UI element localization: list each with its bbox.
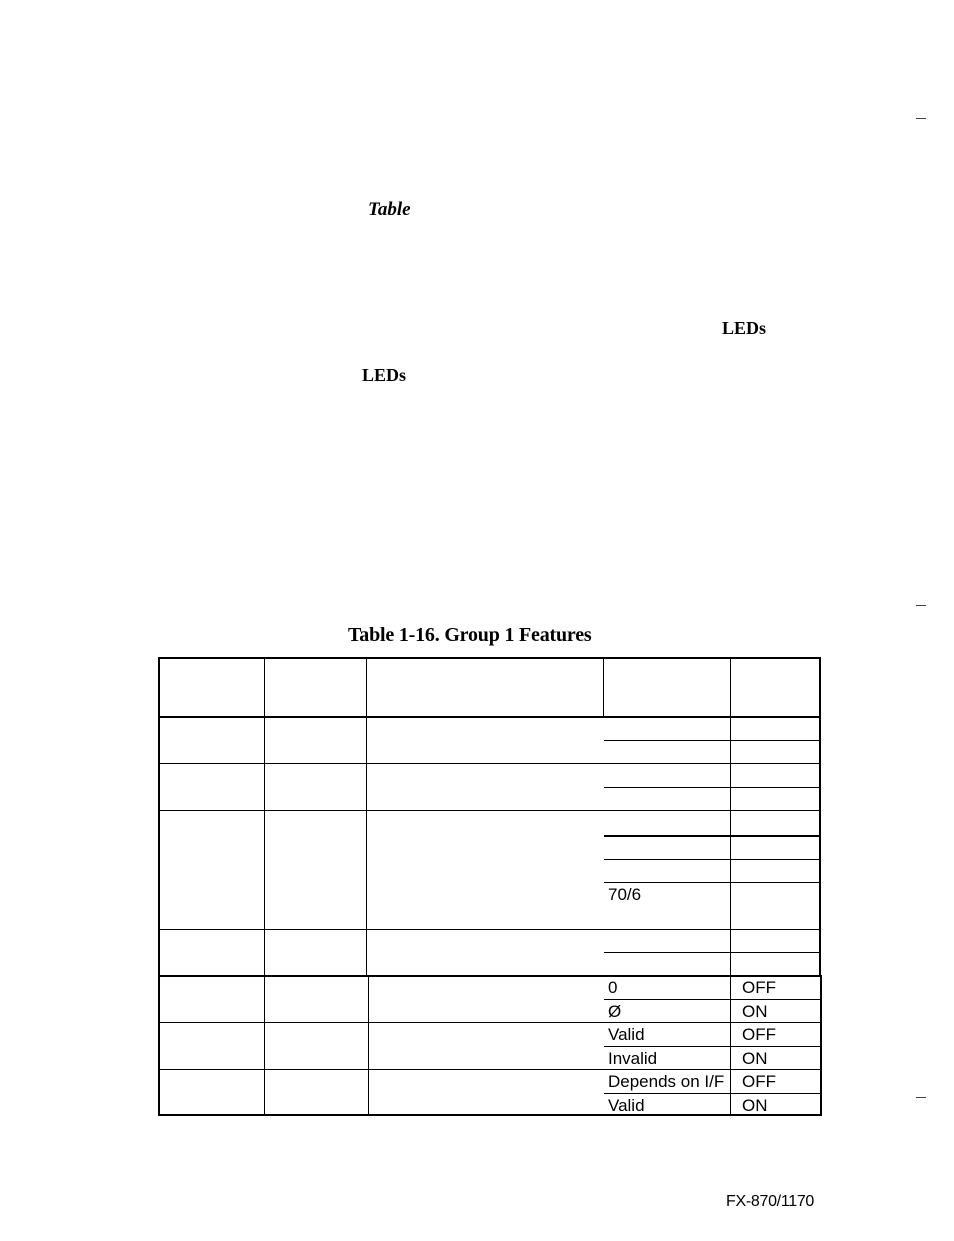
cell-setting: 70/6 [608, 885, 642, 904]
cell-setting: Invalid [608, 1049, 658, 1068]
cell-led: ON [742, 1096, 768, 1115]
edge-mark [916, 118, 926, 119]
edge-mark [916, 605, 926, 606]
cell-setting: Valid [608, 1025, 645, 1044]
cell-led: OFF [742, 1025, 776, 1044]
edge-mark [916, 1097, 926, 1098]
table-reference-word: Table [368, 199, 411, 220]
leds-word-2: LEDs [362, 365, 407, 385]
cell-setting: 0 [608, 978, 618, 997]
cell-led: ON [742, 1049, 768, 1068]
cell-setting: Depends on I/F [608, 1072, 725, 1091]
footer-model: FX-870/1170 [726, 1193, 815, 1210]
table-caption: Table 1-16. Group 1 Features [348, 624, 592, 646]
cell-led: OFF [742, 1072, 776, 1091]
cell-led: ON [742, 1002, 768, 1021]
cell-setting: Valid [608, 1096, 645, 1115]
leds-word-1: LEDs [722, 318, 767, 338]
cell-setting: Ø [608, 1002, 622, 1021]
cell-led: OFF [742, 978, 776, 997]
